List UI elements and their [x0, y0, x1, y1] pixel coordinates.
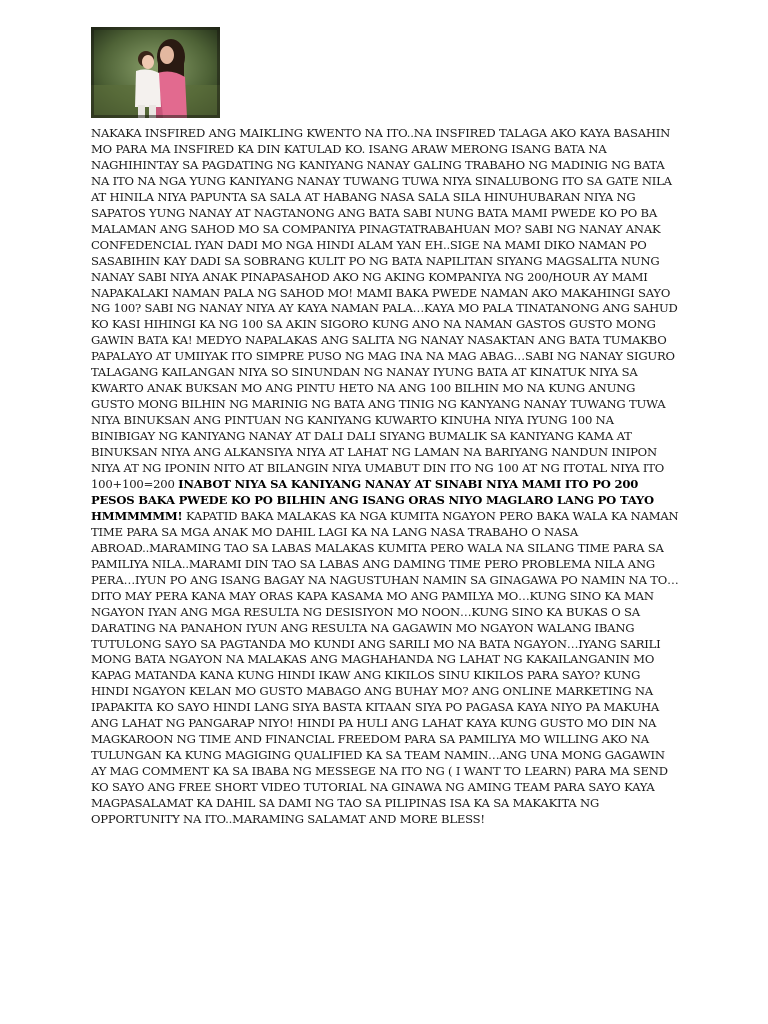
- story-part-2: KAPATID BAKA MALAKAS KA NGA KUMITA NGAYON PERO BAKA WALA KA NAMAN TIME PARA SA MGA ANAK MO DAHIL LAGI KA NA LANG NASA TRABAHO O NASA ABROAD..MARAMING TAO SA LABAS MALAKAS KUMITA PERO WALA NA SILANG TIME PARA SA PAMILIYA NILA..MARAMI DIN TAO SA LABAS ANG DAMING TIME PERO PROBLEMA NILA ANG PERA…IYUN PO ANG ISANG BAGAY NA NAGUSTUHAN NAMIN SA GINAGAWA PO NAMIN NA TO…DITO MAY PERA KANA MAY ORAS KAPA KASAMA MO ANG PAMILYA MO…KUNG SINO KA MAN NGAYON IYAN ANG MGA RESULTA NG DESISIYON MO NOON…KUNG SINO KA BUKAS O SA DARATING NA PANAHON IYUN ANG RESULTA NA GAGAWIN MO NGAYON WALANG IBANG TUTULONG SAYO SA PAGTANDA MO KUNDI ANG SARILI MO NA BATA NGAYON…IYANG SARILI MONG BATA NGAYON NA MALAKAS ANG MAGHAHANDA NG LAHAT NG KAKAILANGANIN MO KAPAG MATANDA KANA KUNG HINDI IKAW ANG KIKILOS SINU KIKILOS PARA SAYO? KUNG HINDI NGAYON KELAN MO GUSTO MABAGO ANG BUHAY MO? ANG ONLINE MARKETING NA IPAPAKITA KO SAYO HINDI LANG SIYA BASTA KITAAN SIYA PO PAGASA KAYA NIYO PA MAKUHA ANG LAHAT NG PANGARAP NIYO! HINDI PA HULI ANG LAHAT KAYA KUNG GUSTO MO DIN NA MAGKAROON NG TIME AND FINANCIAL FREEDOM PARA SA PAMILIYA MO WILLING AKO NA TULUNGAN KA KUNG MAGIGING QUALIFIED KA SA TEAM NAMIN…ANG UNA MONG GAGAWIN AY MAG COMMENT KA SA IBABA NG MESSEGE NA ITO NG ( I WANT TO LEARN) PARA MA SEND KO SAYO ANG FREE SHORT VIDEO TUTORIAL NA GINAWA NG AMING TEAM PARA SAYO KAYA MAGPASALAMAT KA DAHIL SA DAMI NG TAO SA PILIPINAS ISA KA SA MAKAKITA NG OPPORTUNITY NA ITO..MARAMING SALAMAT AND MORE BLESS!: [91, 508, 679, 826]
- photo-of-mother-and-child: [91, 27, 220, 118]
- story-bold-highlight: INABOT NIYA SA KANIYANG NANAY AT SINABI NIYA MAMI ITO PO 200 PESOS BAKA PWEDE KO PO BILHIN ANG ISANG ORAS NIYO MAGLARO LANG PO TAYO HMMMMMM!: [91, 476, 654, 523]
- story-part-1: NAKAKA INSFIRED ANG MAIKLING KWENTO NA ITO..NA INSFIRED TALAGA AKO KAYA BASAHIN MO PARA MA INSFIRED KA DIN KATULAD KO. ISANG ARAW MERONG ISANG BATA NA NAGHIHINTAY SA PAGDATING NG KANIYANG NANAY GALING TRABAHO NG MADINIG NG BATA NA ITO NA NGA YUNG KANIYANG NANAY TUWANG TUWA NIYA SINALUBONG ITO SA GATE NILA AT HINILA NIYA PAPUNTA SA SALA AT HABANG NASA SALA SILA HINUHUBARAN NIYA NG SAPATOS YUNG NANAY AT NAGTANONG ANG BATA SABI NUNG BATA MAMI PWEDE KO PO BA MALAMAN ANG SAHOD MO SA COMPANIYA PINAGTATRABAHUAN MO? SABI NG NANAY ANAK CONFEDENCIAL IYAN DADI MO NGA HINDI ALAM YAN EH..SIGE NA MAMI DIKO NAMAN PO SASABIHIN KAY DADI SA SOBRANG KULIT PO NG BATA NAPILITAN SIYANG MAGSALITA NUNG NANAY SABI NIYA ANAK PINAPASAHOD AKO NG AKING KOMPANIYA NG 200/HOUR AY MAMI NAPAKALAKI NAMAN PALA NG SAHOD MO! MAMI BAKA PWEDE NAMAN AKO MAKAHINGI SAYO NG 100? SABI NG NANAY NIYA AY KAYA NAMAN PALA…KAYA MO PALA TINATANONG ANG SAHUD KO KASI HIHINGI KA NG 100 SA AKIN SIGORO KUNG ANO NA NAMAN GASTOS GUSTO MONG GAWIN BATA KA! MEDYO NAPALAKAS ANG SALITA NG NANAY NASAKTAN ANG BATA TUMAKBO PAPALAYO AT UMIIYAK ITO SIMPRE PUSO NG MAG INA NA MAG ABAG…SABI NG NANAY SIGURO TALAGANG KAILANGAN NIYA SO SINUNDAN NG NANAY IYUNG BATA AT KINATUK NIYA SA KWARTO ANAK BUKSAN MO ANG PINTU HETO NA ANG 100 BILHIN MO NA KUNG ANUNG GUSTO MONG BILHIN NG MARINIG NG BATA ANG TINIG NG KANYANG NANAY TUWANG TUWA NIYA BINUKSAN ANG PINTUAN NG KANIYANG KUWARTO KINUHA NIYA IYUNG 100 NA BINIBIGAY NG KANIYANG NANAY AT DALI DALI SIYANG BUMALIK SA KANIYANG KAMA AT BINUKSAN NIYA ANG ALKANSIYA NIYA AT LAHAT NG LAMAN NA BARIYANG NANDUN INIPON NIYA AT NG IPONIN NITO AT BILANGIN NIYA UMABUT DIN ITO NG 100 AT NG ITOTAL NIYA ITO 100+100=200: [91, 126, 678, 491]
- story-text: [91, 126, 679, 828]
- photo-image-icon: [91, 27, 220, 118]
